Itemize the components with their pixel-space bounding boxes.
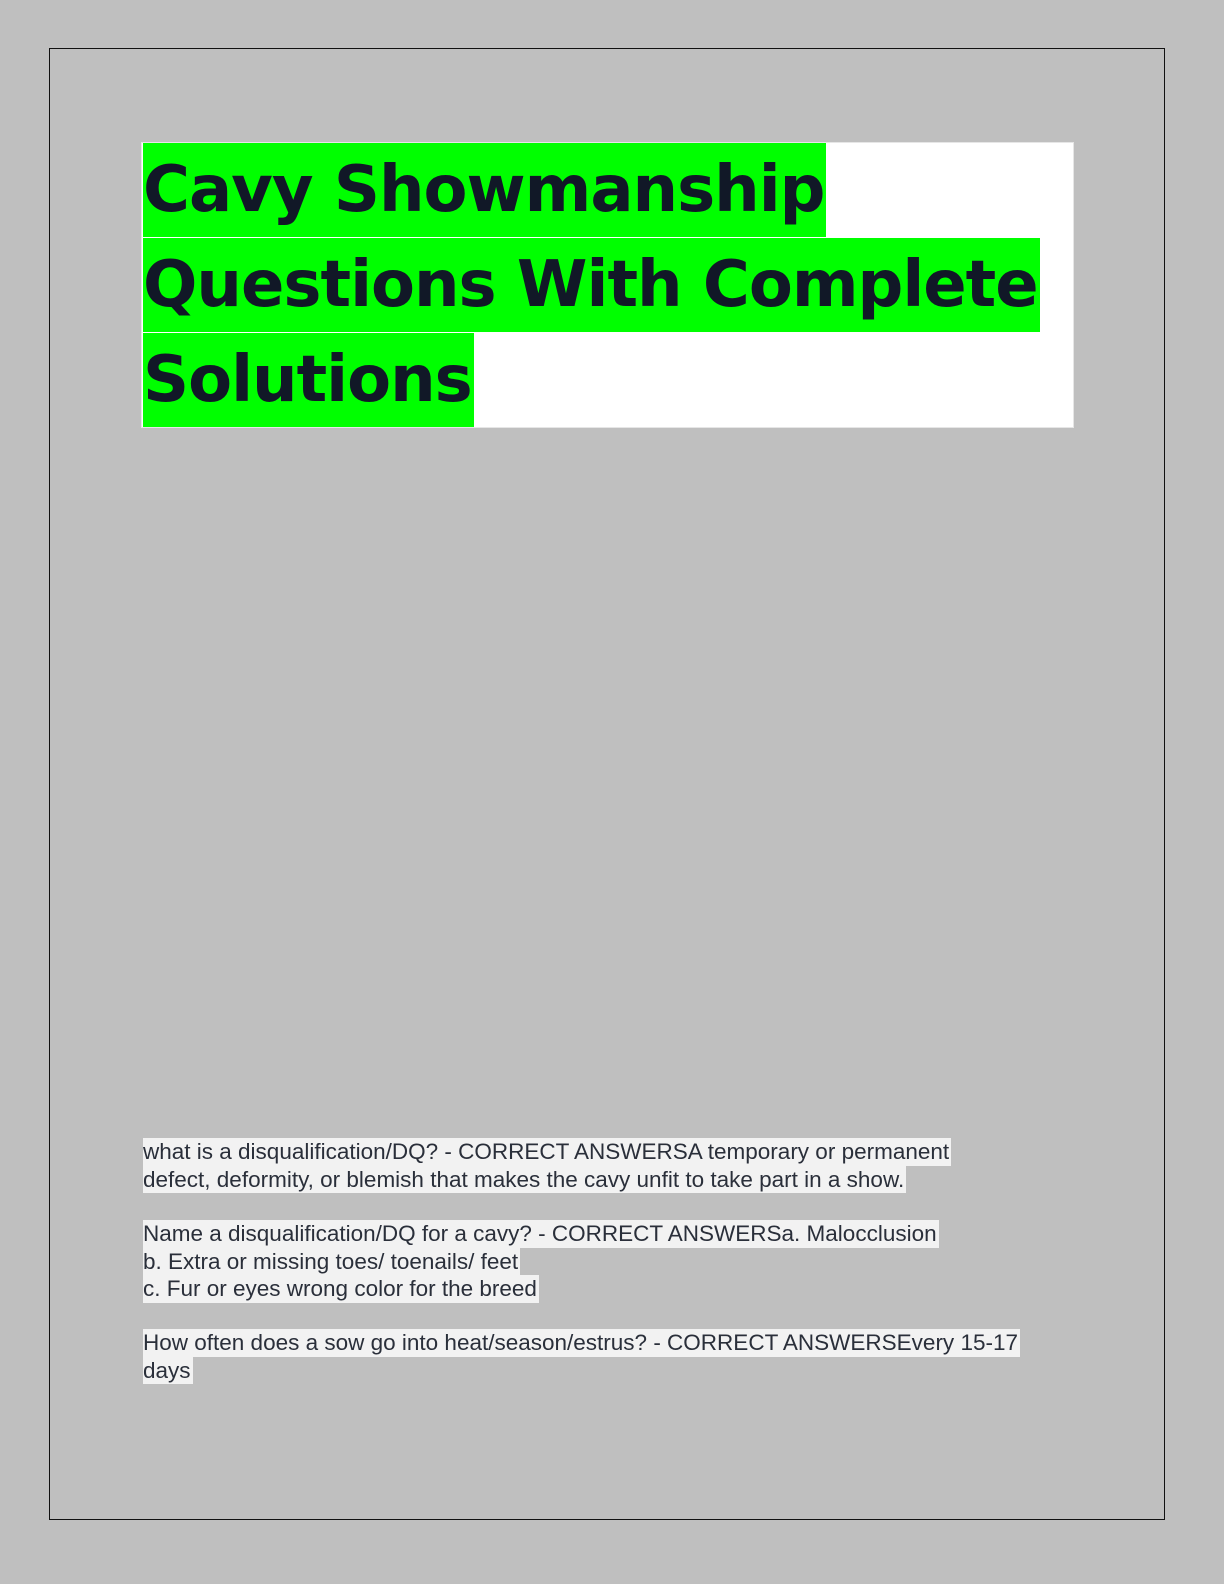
qa-item-sow-heat-cycle [143,1329,1020,1384]
document-title-line-2: Questions With Complete [143,238,1040,332]
qa-item-disqualification-examples [143,1220,939,1303]
qa-line: Name a disqualification/DQ for a cavy? - CORRECT ANSWERSa. Malocclusion [143,1221,937,1246]
qa-item-disqualification-definition [143,1138,951,1193]
qa-line: b. Extra or missing toes/ toenails/ feet [143,1248,519,1274]
qa-line: defect, deformity, or blemish that makes the cavy unfit to take part in a show. [143,1166,905,1192]
qa-line: what is a disqualification/DQ? - CORRECT ANSWERSA temporary or permanent [143,1139,950,1164]
qa-line: c. Fur or eyes wrong color for the breed [143,1276,537,1301]
document-title-line-3: Solutions [143,333,474,427]
qa-line: days [143,1357,191,1383]
qa-line: How often does a sow go into heat/season/estrus? - CORRECT ANSWERSEvery 15-17 [143,1330,1018,1355]
document-title-line-1: Cavy Showmanship [143,143,826,237]
